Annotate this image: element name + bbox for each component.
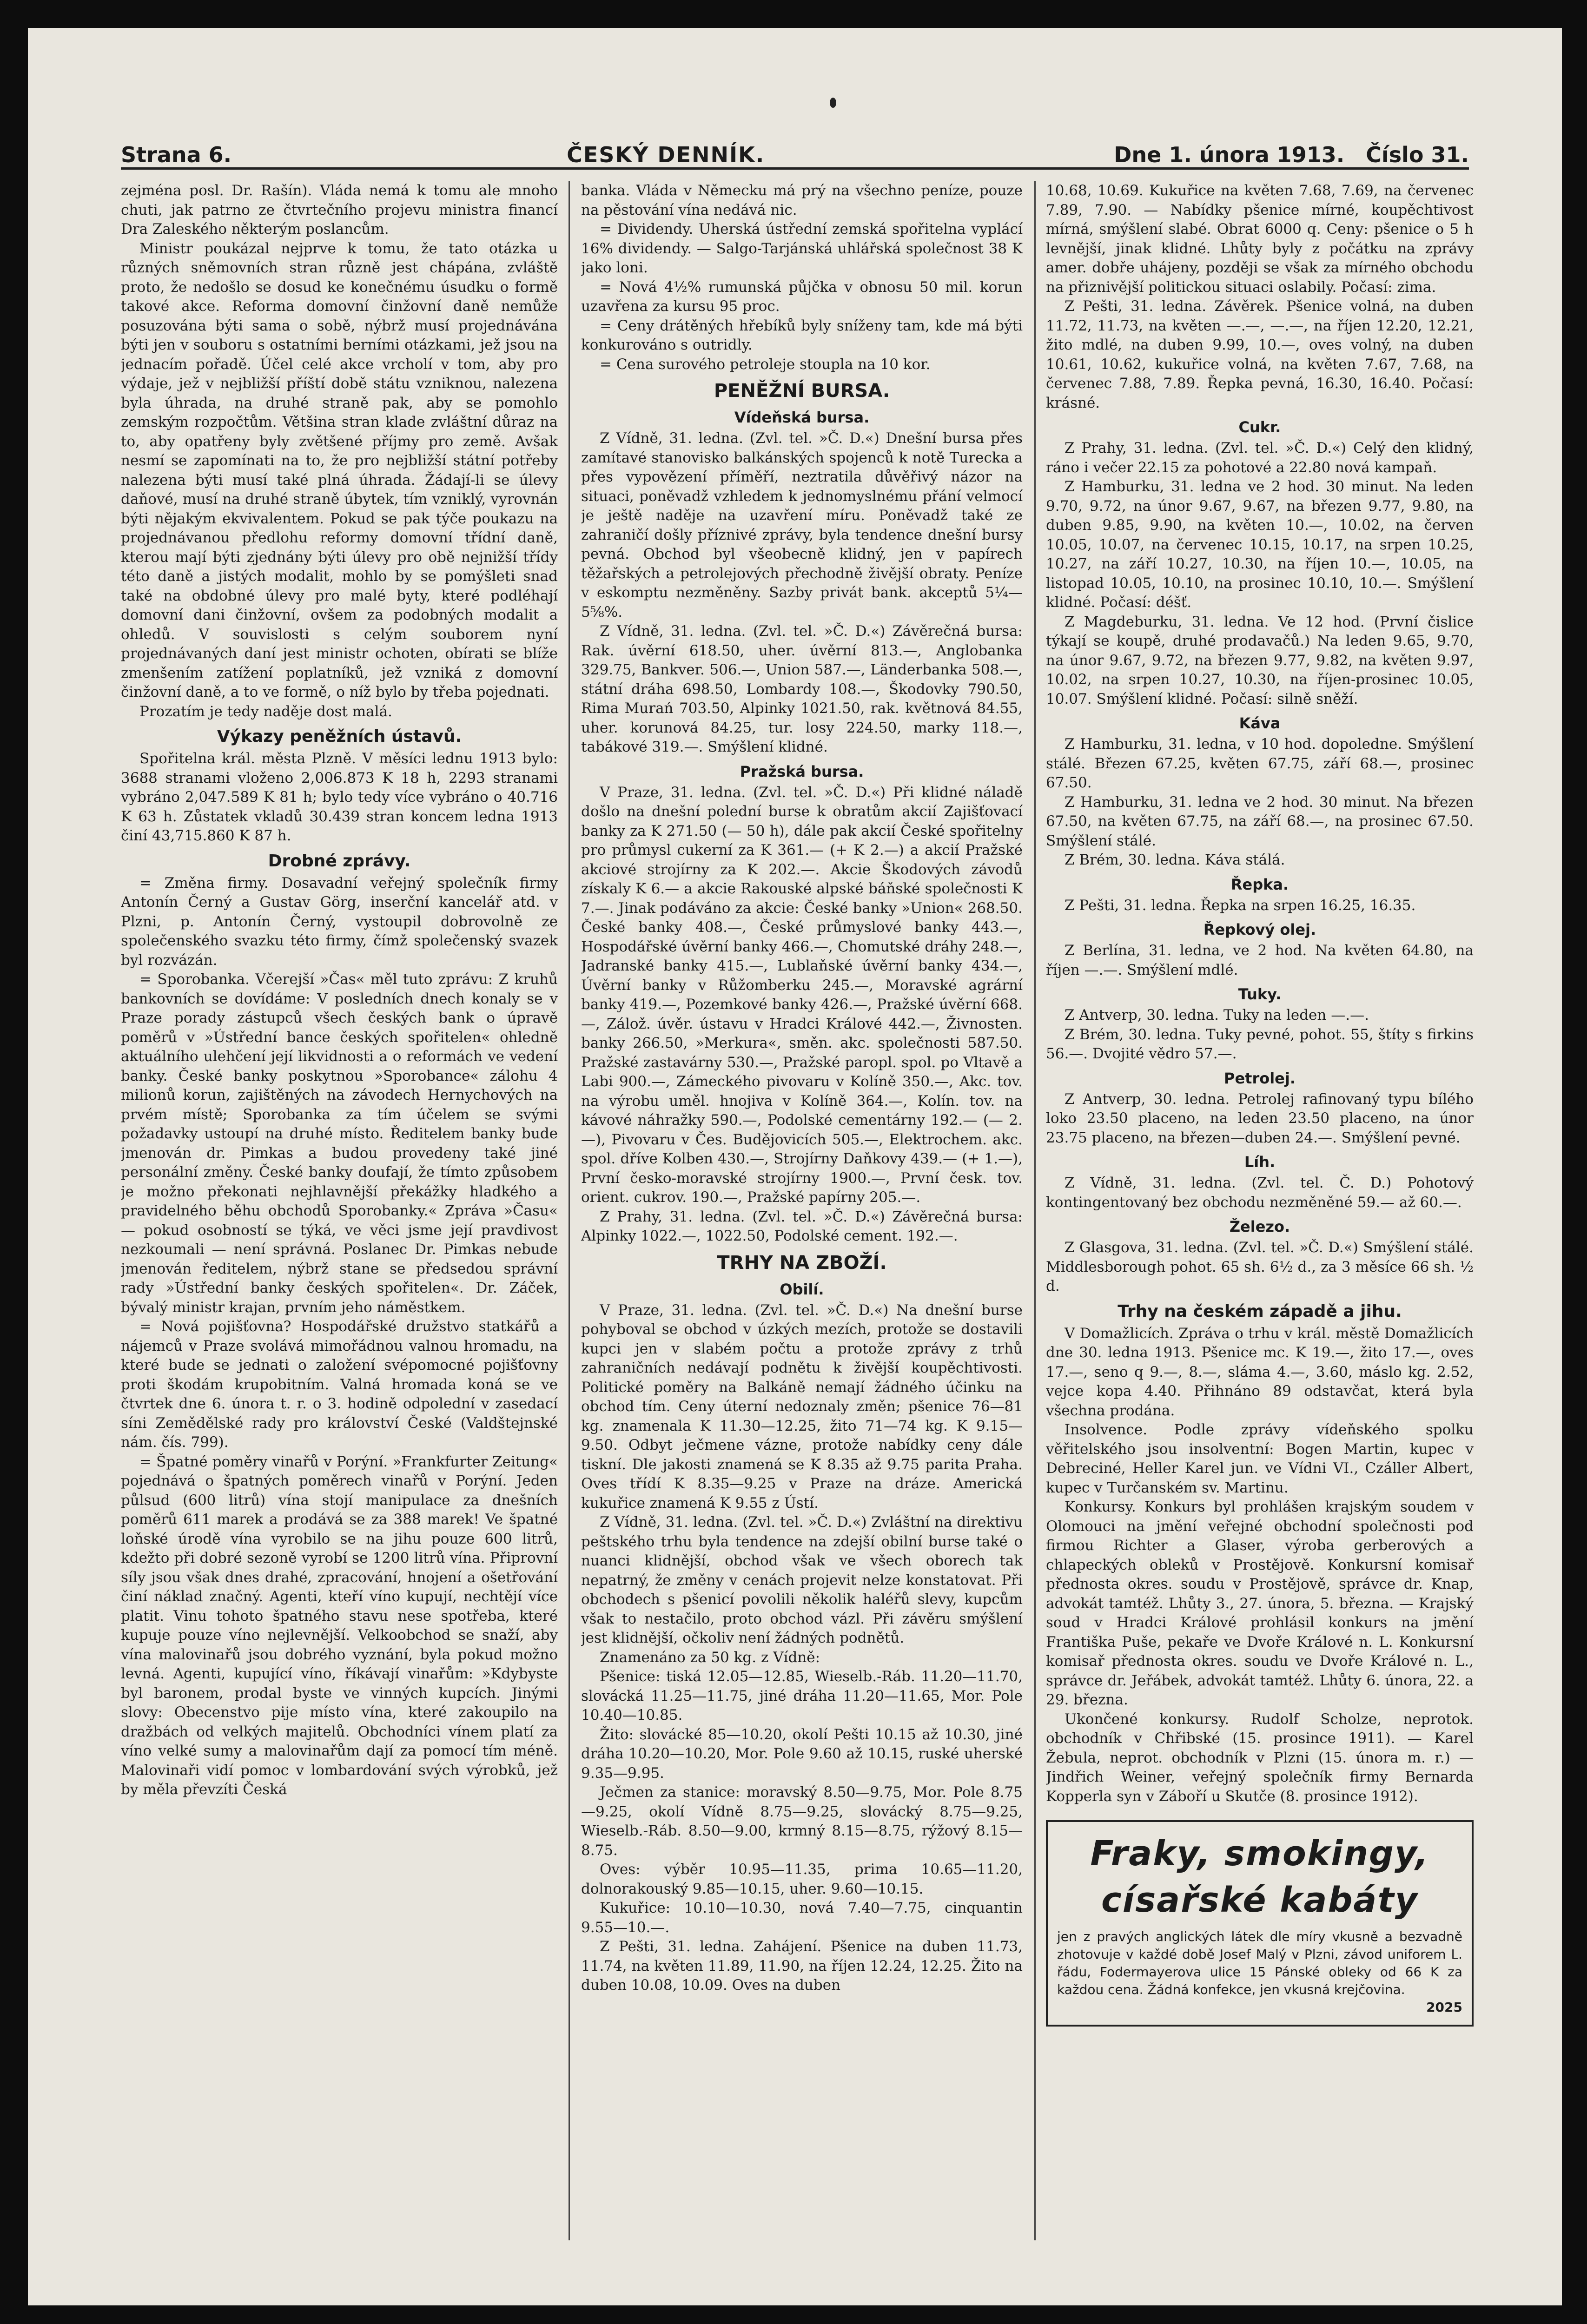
article-paragraph: Ukončené konkursy. Rudolf Scholze, neprotok. obchodník v Chřibské (15. prosince 1911). — Karel Žebula, neprot. obchodník v Plzni (15. února m. r.) — Jindřich Weiner, veřejný společník firmy Bernarda Kopperla syn v Záboří u Skutče (8. prosince 1912). [1046,1710,1474,1805]
subsection-heading: Železo. [1229,1218,1290,1235]
section-heading: Trhy na českém západě a jihu. [1118,1301,1402,1321]
article-paragraph: Insolvence. Podle zprávy vídeňského spolku věřitelského jsou insolventní: Bogen Martin, kupec v Debreciné, Heller Karel jun. ve Vídni VI., Czáller Albert, kupec v Turčanském sv. Martinu. [1046,1421,1474,1496]
article-paragraph: Z Berlína, 31. ledna, ve 2 hod. Na květen 64.80, na říjen —.—. Smýšlení mdlé. [1046,942,1474,978]
issue-number: Číslo 31. [1366,142,1469,167]
article-paragraph: Z Hamburku, 31. ledna, v 10 hod. dopoledne. Smýšlení stálé. Březen 67.25, květen 67.75, září 68.—, prosinec 67.50. [1046,736,1474,791]
article-paragraph: Z Pešti, 31. ledna. Řepka na srpen 16.25, 16.35. [1065,897,1416,914]
column-2 [581,181,1023,2240]
article-paragraph: 10.68, 10.69. Kukuřice na květen 7.68, 7.69, na červenec 7.89, 7.90. — Nabídky pšenice mírné, koupěchtivost mírná, smýšlení slabé. Obrat 6000 q. Ceny: pšenice o 5 h levnější, jinak klidné. Lhůty byly z počátku na zprávy amer. dobře uhájeny, později se však za mírného obchodu na přiznivější politickou situaci oslabily. Počasí: zima. [1046,182,1474,296]
article-paragraph: banka. Vláda v Německu má prý na všechno peníze, pouze na pěstování vína nedává nic. [581,182,1023,218]
article-paragraph: V Praze, 31. ledna. (Zvl. tel. »Č. D.«) Na dnešní burse pohyboval se obchod v úzkých mezích, protože se dostavili kupci jen v slabém počtu a protože zprávy z trhů zahraničních nedávají podnětu k živější koupěchtivosti. Politické poměry na Balkáně nemají žádného účinku na obchod tím. Ceny úterní nedoznaly změn; pšenice 76—81 kg. znamenala K 11.30—12.25, žito 71—74 kg. K 9.15—9.50. Odbyt ječmene vázne, protože nabídky ceny dále tiskní. Dle jakosti znamená se K 8.35 až 9.75 parita Praha. Oves třídí K 8.35—9.25 v Praze na dráze. Americká kukuřice znamená K 9.55 z Ústí. [581,1301,1023,1512]
newspaper-page [28,28,1562,2305]
article-paragraph: = Změna firmy. Dosavadní veřejný společník firmy Antonín Černý a Gustav Görg, inserční kancelář atd. v Plzni, p. Antonín Černý, vystoupil dobrovolně ze společenského svazku této firmy, čímž společenský svazek byl rozvázán. [121,874,558,969]
article-paragraph: V Domažlicích. Zpráva o trhu v král. městě Domažlicích dne 30. ledna 1913. Pšenice mc. K 19.—, žito 17.—, oves 17.—, seno q 9.—, 8.—, sláma 4.—, 3.60, máslo kg. 2.52, vejce kopa 4.40. Přihnáno 89 odstavčat, která byla všechna prodána. [1046,1325,1474,1419]
column-rule [1034,181,1036,2240]
subsection-heading: Líh. [1244,1153,1276,1171]
advertisement-code: 2025 [1426,2000,1462,2015]
article-paragraph: Z Brém, 30. ledna. Káva stálá. [1065,852,1285,868]
article-paragraph: Z Magdeburku, 31. ledna. Ve 12 hod. (První čislice týkají se koupě, druhé prodavačů.) Na leden 9.65, 9.70, na únor 9.67, 9.72, na březen 9.77, 9.82, na květen 9.97, 10.02, na srpen 10.27, 10.30, na říjen-prosinec 10.05, 10.07. Smýšlení klidné. Počasí: silně sněží. [1046,613,1474,707]
article-paragraph: Z Vídně, 31. ledna. (Zvl. tel. »Č. D.«) Zvláštní na direktivu peštského trhu byla tendence na zdejší obilní burse také o nuanci klidnější, obchod však ve všech oborech tak nepatrný, že změny v cenách projevit nelze konstatovat. Při obchodech s pšenicí povolili několik haléřů slevy, kupcům však to nestačilo, proto obchod vázl. Při závěru smýšlení jest klidnější, očkoliv není žádných podnětů. [581,1514,1023,1646]
article-paragraph: Prozatím je tedy naděje dost malá. [139,703,392,720]
article-paragraph: Z Hamburku, 31. ledna ve 2 hod. 30 minut. Na březen 67.50, na květen 67.75, na září 68.—, na prosinec 67.50. Smýšlení stálé. [1046,793,1474,849]
subsection-heading: Káva [1239,714,1281,732]
article-paragraph: Z Glasgova, 31. ledna. (Zvl. tel. »Č. D.«) Smýšlení stálé. Middlesborough pohot. 65 sh. 6½ d., za 3 měsíce 66 sh. ½ d. [1046,1239,1474,1294]
article-paragraph: V Praze, 31. ledna. (Zvl. tel. »Č. D.«) Při klidné náladě došlo na dnešní polední burse k obratům akcií Zajišťovací banky za K 271.50 (— 50 h), dále pak akcií České spořitelny pro průmysl cukerní za K 361.— (+ K 2.—) a akcií Pražské akciové strojírny za K 202.—. Akcie Škodových závodů získaly K 6.— a akcie Rakouské alpské báňské společnosti K 7.—. Jinak podáváno za akcie: České banky »Union« 268.50. České banky 408.—, České průmyslové banky 443.—, Hospodářské úvěrní banky 466.—, Chomutské dráhy 248.—, Jadranské banky 415.—, Lublaňské úvěrní banky 434.—, Úvěrní banky v Růžomberku 245.—, Moravské agrární banky 419.—, Pozemkové banky 426.—, Pražské úvěrní 668.—, Zálož. úvěr. ústavu v Hradci Králové 442.—, Živnosten. banky 266.50, »Merkura«, směn. akc. společnosti 587.50. Pražské zastavárny 530.—, Pražské paropl. spol. po Vltavě a Labi 900.—, Zámeckého pivovaru v Kolíně 350.—, Akc. tov. na výrobu uměl. hnojiva v Kolíně 364.—, Kolín. tov. na kávové náhražky 590.—, Podolské cementárny 192.— (— 2.—), Pivovaru v Čes. Budějovicích 505.—, Elektrochem. akc. spol. dříve Kolben 430.—, Strojírny Daňkovy 439.— (+ 1.—), První česko-moravské strojírny 1900.—, První česk. tov. orient. cukrov. 190.—, Pražské papírny 205.—. [581,784,1023,1206]
article-paragraph: Z Hamburku, 31. ledna ve 2 hod. 30 minut. Na leden 9.70, 9.72, na únor 9.67, 9.67, na březen 9.77, 9.80, na duben 9.85, 9.90, na květen 10.—, 10.02, na červen 10.05, 10.07, na červenec 10.15, 10.17, na srpen 10.25, 10.27, na září 10.27, 10.30, na říjen 10.—, 10.05, na listopad 10.05, 10.10, na prosinec 10.10, 10.—. Smýšlení klidné. Počasí: déšť. [1046,478,1474,611]
subsection-heading: Řepkový olej. [1203,921,1316,938]
article-paragraph: = Špatné poměry vinařů v Porýní. »Frankfurter Zeitung« pojednává o špatných poměrech vinařů v Porýní. Jeden půlsud (600 litrů) vína stojí manipulace za dnešních poměrů 611 marek a prodává se za 388 marek! Ve špatné loňské úrodě vína vyrobilo se na jihu pouze 600 litrů, kdežto při dobré sezoně vyrobí se 1200 litrů vína. Připrovní síly jsou však dnes drahé, zpracování, hnojení a ošetřování činí náklad značný. Agenti, kteří víno kupují, nechtějí více platit. Vinu tohoto špatného stavu nese spotřeba, které kupuje pouze víno nejlevnější. Velkoobchod se snaží, aby vína malovinařů jsou dobrého vyznání, byla pokud možno levná. Agenti, kupující víno, říkávají vinařům: »Kdybyste byl baronem, prodal byste ve vinných kupcích. Jinými slovy: Obecenstvo pije místo vína, které zakoupilo na dražbách od velkých majitelů. Obchodníci vínem platí za víno velké sumy a malovinařům dají za pomocí tím méně. Malovinaři vidí pomoc v lombardování svých výrobků, jež by měla převzíti Česká [121,1453,558,1798]
article-paragraph: Z Pešti, 31. ledna. Zahájení. Pšenice na duben 11.73, 11.74, na květen 11.89, 11.90, na říjen 12.24, 12.25. Žito na duben 10.08, 10.09. Oves na duben [581,1938,1023,1994]
article-paragraph: Ministr poukázal nejprve k tomu, že tato otázka u různých sněmovních stran různě jest chápána, zvláště proto, že nedošlo se dosud ke konečnému úsudku o formě takové akce. Reforma domovní činžovní daně nemůže posuzována býti sama o sobě, nýbrž musí projednávána býti jen v souboru s ostatními berními otázkami, jež jsou na jednacím pořadě. Účel celé akce vrcholí v tom, aby pro výdaje, jež v nejbližší příští době státu vzniknou, nalezena byla úhrada, na druhé straně pak, aby se pomohlo zemským rozpočtům. Většina stran klade zvláštní důraz na to, aby opatřeny byly zvětšené příjmy pro země. Avšak nesmí se zapomínati na to, že pro nejbližší státní potřeby nalezena býti musí také plná úhrada. Žádají-li se úlevy daňové, musí na druhé straně úbytek, tím vzniklý, vyrovnán býti nějakým ekvivalentem. Pokud se pak týče poukazu na projednávanou předlohu reformy domovní třídní daně, kterou mají býti zjednány býti úlevy pro obě nejnižší třídy této daně a jistých modalit, mohlo by se pomýšleti snad také na obdobné úlevy pro malé byty, které podléhají domovní dani činžovní, ovšem za podobných modalit a ohledů. V souvislosti s celým souborem nyní projednávaných daní jest ministr ochoten, obírati se blíže zmenšením zatížení poplatníků, jež vzniká z domovní činžovní daně, a to ve formě, o níž bylo by třeba pojednati. [121,240,558,700]
page-number: Strana 6. [121,142,232,167]
section-heading: Drobné zprávy. [268,851,411,871]
article-paragraph: Znamenáno za 50 kg. z Vídně: [600,1649,820,1666]
section-heading: TRHY NA ZBOŽÍ. [717,1252,887,1274]
subsection-heading: Tuky. [1238,985,1282,1003]
article-paragraph: Žito: slovácké 85—10.20, okolí Pešti 10.15 až 10.30, jiné dráha 10.20—10.20, Mor. Pole 9.60 až 10.15, ruské uherské 9.35—9.95. [581,1726,1023,1782]
article-paragraph: zejména posl. Dr. Rašín). Vláda nemá k tomu ale mnoho chuti, jak patrno ze čtvrtečního projevu ministra financí Dra Zaleského některým poslancům. [121,182,558,238]
subsection-heading: Pražská bursa. [740,762,864,780]
article-paragraph: = Sporobanka. Včerejší »Čas« měl tuto zprávu: Z kruhů bankovních se dovídáme: V posledních dnech konaly se v Praze porady zástupců všech českých bank o úpravě poměrů v »Ústřední bance českých spořitelen« ohledně aktuálního ulehčení její likvidnosti a o reformách ve vedení banky. České banky poskytnou »Sporobance« zálohu 4 milionů korun, zajištěných na závodech Hernychových na prvém místě; Sporobanka za tím účelem se svými požadavky ustoupí na druhé místo. Ředitelem banky bude jmenován dr. Pimkas a budou provedeny také jiné personální změny. České banky doufají, že tímto způsobem je možno překonati nejhlavnější překážky hladkého a pravidelného běhu obchodů Sporobanky.« Zpráva »Času« — pokud osobností se týká, ve věci jsme její pravdivost nezkoumali — není správná. Poslanec Dr. Pimkas nebude jmenován ředitelem, nýbrž stane se předsedou správní rady »Ústřední banky českých spořitelen«. Dr. Záček, bývalý ministr krajan, prvním jeho náměstkem. [121,971,558,1316]
masthead [121,125,1469,170]
issue-info [1100,142,1469,167]
article-paragraph: Z Prahy, 31. ledna. (Zvl. tel. »Č. D.«) Závěrečná bursa: Alpinky 1022.—, 1022.50, Podolské cement. 192.—. [581,1208,1023,1244]
article-paragraph: = Nová pojišťovna? Hospodářské družstvo statkářů a nájemců v Praze svolává mimořádnou valnou hromadu, na které bude se jednati o založení svépomocné pojišťovny proti škodám krupobitním. Valná hromada koná se ve čtvrtek dne 6. února t. r. o 3. hodině odpolední v zasedací síni Zemědělské rady pro království České (Valdštejnské nám. čís. 799). [121,1318,558,1451]
article-paragraph: Kukuřice: 10.10—10.30, nová 7.40—7.75, cinquantin 9.55—10.—. [581,1900,1023,1936]
advertisement-text: jen z pravých anglických látek dle míry vkusně a bezvadně zhotovuje v každé době Josef Malý v Plzni, závod uniforem L. řádu, Fodermayerova ulice 15 Pánské obleky od 66 K za každou cena. Žádná konfekce, jen vkusná krejčovina. [1057,1929,1462,1997]
advertisement-title: Fraky, smokingy, císařské kabáty [1090,1834,1429,1920]
subsection-heading: Cukr. [1238,418,1281,436]
article-paragraph: Z Antverp, 30. ledna. Petrolej rafinovaný typu bílého loko 23.50 placeno, na leden 23.50 placeno, na únor 23.75 placeno, na březen—duben 24.—. Smýšlení pevné. [1046,1090,1474,1146]
article-paragraph: = Nová 4½% rumunská půjčka v obnosu 50 mil. korun uzavřena za kursu 95 proc. [581,278,1023,315]
subsection-heading: Vídeňská bursa. [734,409,870,426]
article-paragraph: Z Prahy, 31. ledna. (Zvl. tel. »Č. D.«) Celý den klidný, ráno i večer 22.15 za pohotové a 22.80 nová kampaň. [1046,440,1474,476]
column-1 [121,181,558,2240]
section-heading: PENĚŽNÍ BURSA. [714,380,890,402]
article-paragraph: Konkursy. Konkurs byl prohlášen krajským soudem v Olomouci na jmění veřejné obchodní společnosti pod firmou Richter a Glaser, výroba gerberových a chlapeckých obleků v Prostějově. Konkursní komisař přednosta okres. soudu v Prostějově, správce dr. Knap, advokát tamtéž. Lhůty 3., 27. února, 5. března. — Krajský soud v Hradci Králové prohlásil konkurs na jmění Františka Puše, pekaře ve Dvoře Králové n. L. Konkursní komisař přednosta okres. soudu ve Dvoře Králové n. L., správce dr. Jeřábek, advokát tamtéž. Lhůty 6. února, 22. a 29. března. [1046,1499,1474,1708]
article-paragraph: = Cena surového petroleje stoupla na 10 kor. [600,356,931,373]
article-paragraph: = Dividendy. Uherská ústřední zemská spořitelna vyplácí 16% dividendy. — Salgo-Tarjánská uhlářská společnost 38 K jako loni. [581,221,1023,276]
article-paragraph: Z Vídně, 31. ledna. (Zvl. tel. Č. D.) Pohotový kontingentovaný bez obchodu nezměněné 59.— až 60.—. [1046,1175,1474,1211]
subsection-heading: Obilí. [780,1280,824,1298]
column-3 [1046,181,1474,2240]
article-paragraph: Ječmen za stanice: moravský 8.50—9.75, Mor. Pole 8.75—9.25, okolí Vídně 8.75—9.25, slovácký 8.75—9.25, Wieselb.-Ráb. 8.50—9.00, krmný 8.15—8.75, rýžový 8.15—8.75. [581,1784,1023,1859]
column-rule [569,181,570,2240]
newspaper-title: ČESKÝ DENNÍK. [567,142,765,167]
advertisement-box [1046,1820,1474,2027]
issue-date: Dne 1. února 1913. [1114,142,1345,167]
article-paragraph: Oves: výběr 10.95—11.35, prima 10.65—11.20, dolnorakouský 9.85—10.15, uher. 9.60—10.15. [581,1861,1023,1897]
article-paragraph: = Ceny drátěných hřebíků byly sníženy tam, kde má býti konkurováno s outridly. [581,317,1023,353]
subsection-heading: Řepka. [1230,875,1289,893]
article-paragraph: Pšenice: tiská 12.05—12.85, Wieselb.-Ráb. 11.20—11.70, slovácká 11.25—11.75, jiné dráha 11.20—11.65, Mor. Pole 10.40—10.85. [581,1668,1023,1723]
article-paragraph: Z Vídně, 31. ledna. (Zvl. tel. »Č. D.«) Závěrečná bursa: Rak. úvěrní 618.50, uher. úvěrní 813.—, Anglobanka 329.75, Bankver. 506.—, Union 587.—, Länderbanka 508.—, státní dráha 698.50, Lombardy 108.—, Škodovky 790.50, Rima Murań 703.50, Alpinky 1021.50, rak. květnová 84.55, uher. korunová 84.25, tur. losy 224.50, marky 118.—, tabákové 319.—. Smýšlení klidné. [581,623,1023,755]
subsection-heading: Petrolej. [1223,1069,1296,1087]
article-paragraph: Spořitelna král. města Plzně. V měsíci lednu 1913 bylo: 3688 stranami vloženo 2,006.873 K 18 h, 2293 stranami vybráno 2,047.589 K 81 h; bylo tedy více vybráno o 40.716 K 63 h. Zůstatek vkladů 30.439 stran koncem ledna 1913 činí 43,715.860 K 87 h. [121,750,558,844]
article-paragraph: Z Brém, 30. ledna. Tuky pevné, pohot. 55, štíty s firkins 56.—. Dvojité vědro 57.—. [1046,1026,1474,1062]
article-paragraph: Z Antverp, 30. ledna. Tuky na leden —.—. [1065,1007,1369,1023]
page-mark [830,98,836,108]
article-paragraph: Z Pešti, 31. ledna. Závěrek. Pšenice volná, na duben 11.72, 11.73, na květen —.—, —.—, na říjen 12.20, 12.21, žito mdlé, na duben 9.99, 10.—, oves volný, na duben 10.61, 10.62, kukuřice volná, na květen 7.67, 7.68, na červenec 7.88, 7.89. Řepka pevná, 16.30, 16.40. Počasí: krásné. [1046,298,1474,411]
article-paragraph: Z Vídně, 31. ledna. (Zvl. tel. »Č. D.«) Dnešní bursa přes zamítavé stanovisko balkánských spojenců k notě Turecka a přes vypovězení příměří, neztratila důvěřivý názor na situaci, poněvadž vzhledem k jednomyslnému přání velmocí je ještě naděje na uzavření míru. Poněvadž také ze zahraničí došly příznivé zprávy, byla tendence dnešní bursy pevná. Obchod byl všeobecně klidný, jen v papírech těžařských a petrolejových přechodně živější obraty. Peníze v eskomptu nezměněny. Sazby privát bank. akceptů 5¼—5⅝%. [581,430,1023,621]
section-heading: Výkazy peněžních ústavů. [217,727,462,746]
